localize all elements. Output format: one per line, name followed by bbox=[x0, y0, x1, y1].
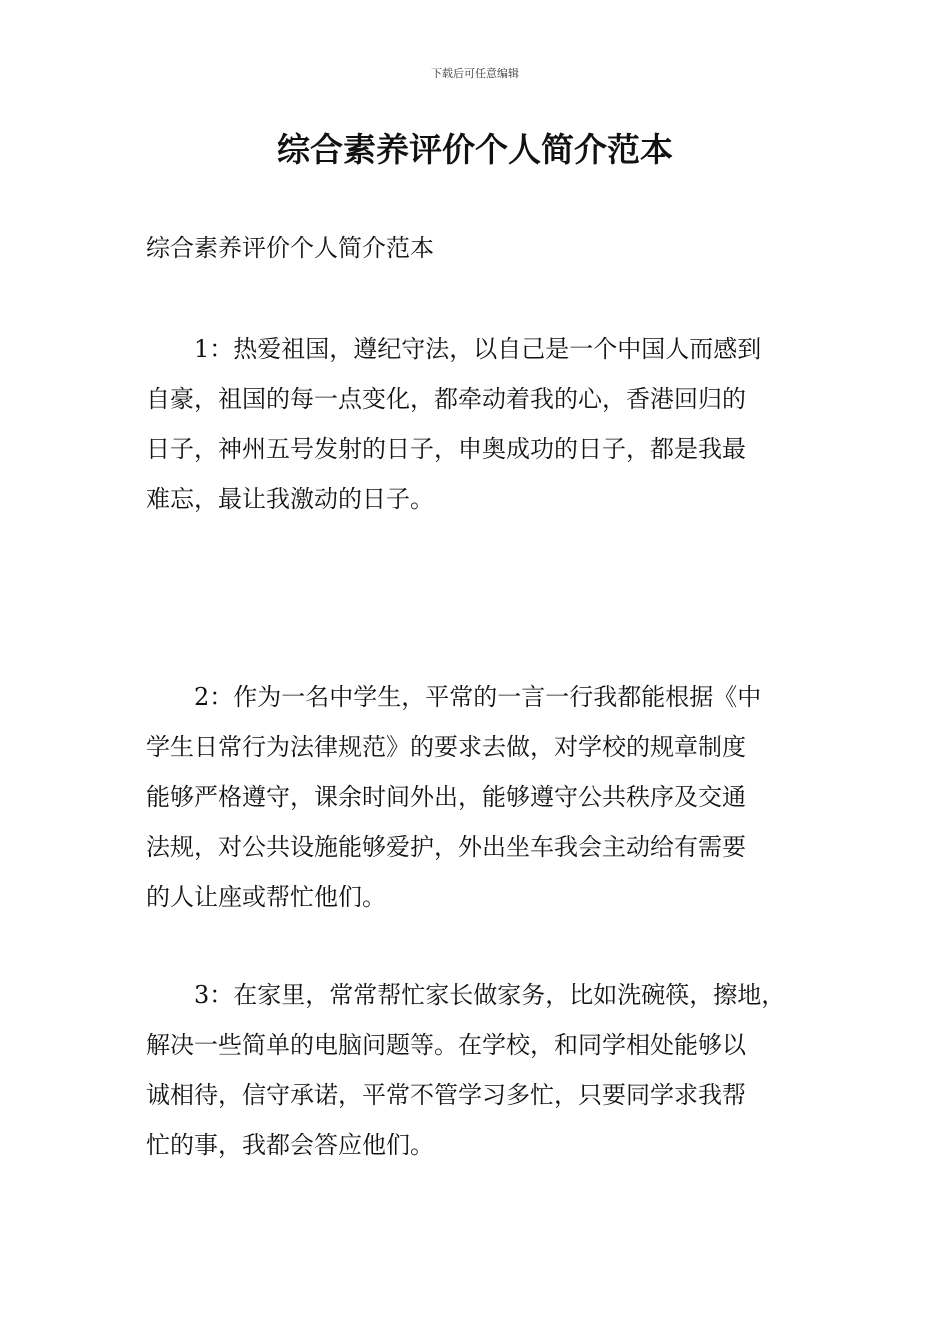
paragraph-line: 诚相待，信守承诺，平常不管学习多忙，只要同学求我帮 bbox=[146, 1081, 746, 1109]
paragraph-line: 能够严格遵守，课余时间外出，能够遵守公共秩序及交通 bbox=[146, 783, 746, 811]
paragraph-line: 法规，对公共设施能够爱护，外出坐车我会主动给有需要 bbox=[146, 833, 746, 861]
paragraph-line: 忙的事，我都会答应他们。 bbox=[146, 1131, 434, 1159]
paragraph-2 bbox=[146, 672, 836, 922]
paragraph-line: 学生日常行为法律规范》的要求去做，对学校的规章制度 bbox=[146, 733, 746, 761]
paragraph-line: 难忘，最让我激动的日子。 bbox=[146, 485, 434, 513]
paragraph-1 bbox=[146, 324, 836, 524]
paragraph-line: 3：在家里，常常帮忙家长做家务，比如洗碗筷，擦地， bbox=[194, 981, 786, 1009]
paragraph-line: 2：作为一名中学生，平常的一言一行我都能根据《中 bbox=[194, 683, 762, 711]
paragraph-line: 的人让座或帮忙他们。 bbox=[146, 883, 386, 911]
paragraph-line: 1：热爱祖国，遵纪守法，以自己是一个中国人而感到 bbox=[194, 335, 762, 363]
document-subtitle: 综合素养评价个人简介范本 bbox=[146, 234, 434, 262]
paragraph-line: 自豪，祖国的每一点变化，都牵动着我的心，香港回归的 bbox=[146, 385, 746, 413]
paragraph-line: 日子，神州五号发射的日子，申奥成功的日子，都是我最 bbox=[146, 435, 746, 463]
header-note: 下载后可任意编辑 bbox=[431, 67, 519, 80]
paragraph-line: 解决一些简单的电脑问题等。在学校，和同学相处能够以 bbox=[146, 1031, 746, 1059]
paragraph-3 bbox=[146, 970, 836, 1170]
document-title: 综合素养评价个人简介范本 bbox=[277, 130, 673, 169]
